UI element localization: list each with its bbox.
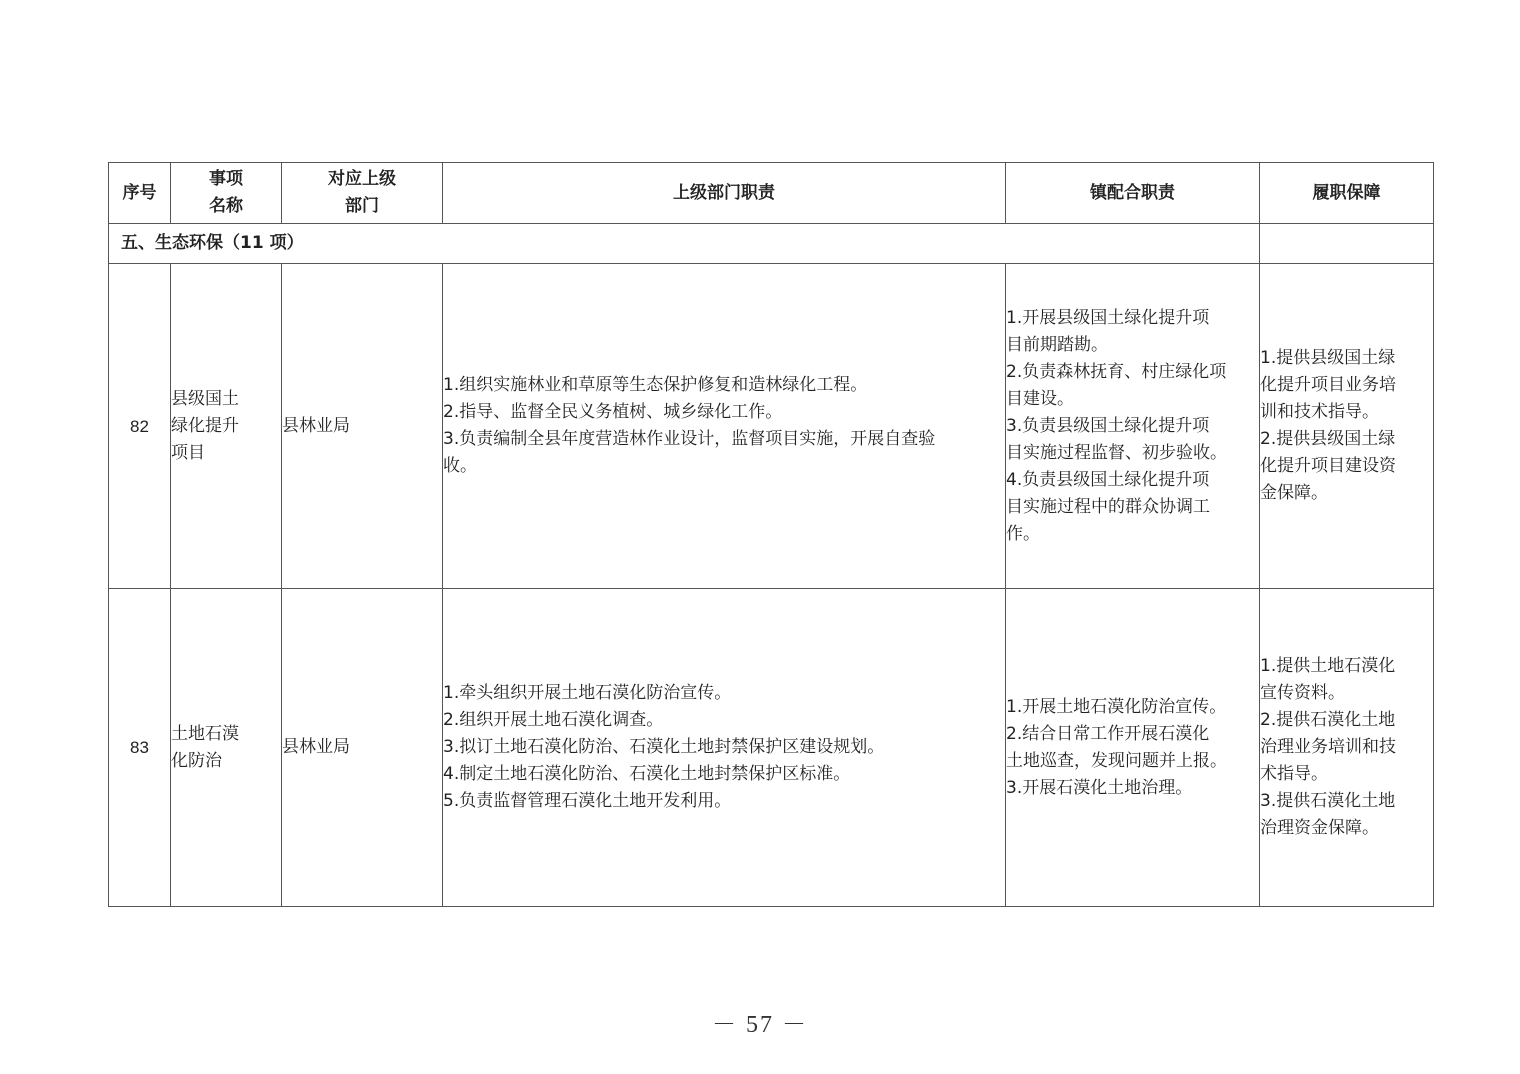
duty-line: 1.组织实施林业和草原等生态保护修复和造林绿化工程。 <box>443 375 868 395</box>
town-duty-line: 2.结合日常工作开展石漠化 <box>1006 723 1210 744</box>
duty-line: 3.拟订土地石漠化防治、石漠化土地封禁保护区建设规划。 <box>443 737 885 757</box>
duty-line: 4.制定土地石漠化防治、石漠化土地封禁保护区标准。 <box>443 764 851 784</box>
town-duty-line: 3.开展石漠化土地治理。 <box>1006 777 1193 798</box>
town-duty-line: 作。 <box>1006 523 1040 544</box>
town-duty-line: 2.负责森林抚育、村庄绿化项 <box>1006 361 1227 382</box>
duty-line: 2.指导、监督全民义务植树、城乡绿化工作。 <box>443 402 783 422</box>
guarantee-line: 治理资金保障。 <box>1260 818 1379 838</box>
guarantee-line: 3.提供石漠化土地 <box>1260 791 1396 811</box>
town-duty-line: 目建设。 <box>1006 388 1074 409</box>
header-item-name-line: 事项 <box>209 169 243 189</box>
duty-line: 5.负责监督管理石漠化土地开发利用。 <box>443 791 732 811</box>
row-item-name <box>171 264 282 589</box>
row-guarantee <box>1260 264 1434 589</box>
section-row <box>109 224 1434 264</box>
table-row <box>109 589 1434 907</box>
guarantee-line: 1.提供土地石漠化 <box>1260 656 1396 676</box>
row-seq: 83 <box>109 589 171 907</box>
guarantee-line: 化提升项目业务培 <box>1260 375 1396 395</box>
header-item-name <box>171 163 282 224</box>
table-header-row <box>109 163 1434 224</box>
row-dept: 县林业局 <box>282 264 443 589</box>
row-town-duty <box>1006 589 1260 907</box>
duty-line: 收。 <box>443 456 477 476</box>
item-name-line: 项目 <box>171 442 205 463</box>
header-superior-duty: 上级部门职责 <box>443 163 1006 224</box>
town-duty-line: 目实施过程中的群众协调工 <box>1006 496 1210 517</box>
row-dept: 县林业局 <box>282 589 443 907</box>
row-item-name <box>171 589 282 907</box>
item-name-line: 绿化提升 <box>171 415 239 436</box>
town-duty-line: 1.开展土地石漠化防治宣传。 <box>1006 696 1227 717</box>
town-duty-line: 4.负责县级国土绿化提升项 <box>1006 469 1210 490</box>
item-name-line: 化防治 <box>171 750 222 771</box>
duty-line: 3.负责编制全县年度营造林作业设计，监督项目实施，开展自查验 <box>443 429 936 449</box>
guarantee-line: 宣传资料。 <box>1260 683 1345 703</box>
town-duty-line: 目前期踏勘。 <box>1006 334 1108 355</box>
table-row <box>109 264 1434 589</box>
guarantee-line: 2.提供石漠化土地 <box>1260 710 1396 730</box>
duty-line: 1.牵头组织开展土地石漠化防治宣传。 <box>443 683 732 703</box>
item-name-line: 县级国土 <box>171 388 239 409</box>
guarantee-line: 1.提供县级国土绿 <box>1260 348 1396 368</box>
section-title: 五、生态环保（11 项） <box>109 224 1260 264</box>
row-town-duty <box>1006 264 1260 589</box>
row-guarantee <box>1260 589 1434 907</box>
guarantee-line: 治理业务培训和技 <box>1260 737 1396 757</box>
header-town-duty: 镇配合职责 <box>1006 163 1260 224</box>
guarantee-line: 2.提供县级国土绿 <box>1260 429 1396 449</box>
item-name-line: 土地石漠 <box>171 723 239 744</box>
town-duty-line: 土地巡查，发现问题并上报。 <box>1006 750 1227 771</box>
row-seq: 82 <box>109 264 171 589</box>
page-number: － 57 － <box>712 1012 808 1038</box>
town-duty-line: 目实施过程监督、初步验收。 <box>1006 442 1227 463</box>
row-superior-duty <box>443 264 1006 589</box>
duty-line: 2.组织开展土地石漠化调查。 <box>443 710 664 730</box>
guarantee-line: 金保障。 <box>1260 483 1328 503</box>
header-superior-dept-line: 部门 <box>345 196 379 216</box>
town-duty-line: 1.开展县级国土绿化提升项 <box>1006 307 1210 328</box>
header-superior-dept-line: 对应上级 <box>328 169 396 189</box>
town-duty-line: 3.负责县级国土绿化提升项 <box>1006 415 1210 436</box>
row-superior-duty <box>443 589 1006 907</box>
header-superior-dept <box>282 163 443 224</box>
header-guarantee: 履职保障 <box>1260 163 1434 224</box>
section-empty-cell <box>1260 224 1434 264</box>
guarantee-line: 术指导。 <box>1260 764 1328 784</box>
duty-table <box>108 162 1434 907</box>
guarantee-line: 训和技术指导。 <box>1260 402 1379 422</box>
header-item-name-line: 名称 <box>209 196 243 216</box>
guarantee-line: 化提升项目建设资 <box>1260 456 1396 476</box>
header-seq: 序号 <box>109 163 171 224</box>
